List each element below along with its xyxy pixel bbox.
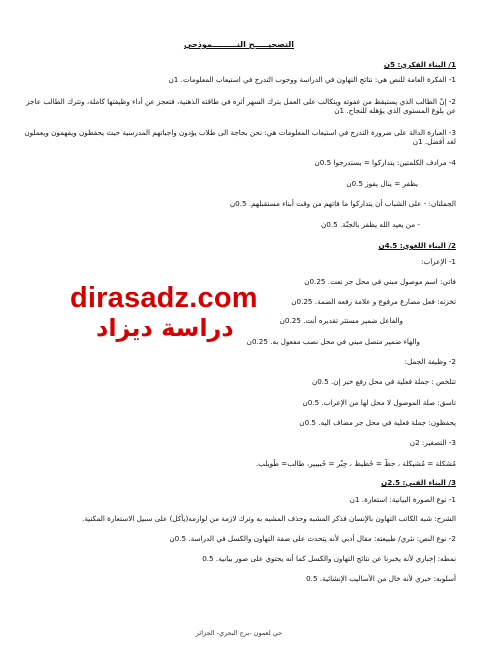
watermark-latin: dirasadz.com <box>70 282 258 314</box>
answer-4: 4- مرادف الكلمتين: يتداركوا = يستدرجوا 0.5ن <box>314 158 456 167</box>
item-parsing: 1- الإعراب: <box>421 257 456 266</box>
item-sentence-function: 2- وظيفة الجمل: <box>404 357 456 366</box>
section-heading-language: 2/ البناء اللغوي: 4.5ن <box>378 241 456 250</box>
item-parsing-c: والفاعل ضمير مستتر تقديره أنت. 0.25ن <box>279 316 403 325</box>
answer-2: 2- إنّ الطالب الذي يستيقظ من غفوته ويتكالب على العمل بترك السهر أثره في طاقته الذهنية، فتعجز عن أداء وظيفتها كاملة، وتترك الطالب عاجز عن بلوغ المستوى الذي يؤهله للنجاح. 1ن <box>26 97 456 115</box>
item-image-explanation: الشرح: شبه الكاتب التهاون بالإنسان فذكر المشبه وحذف المشبه به وترك لازمة من لوازمه(يأكل) على سبيل الاستعارة المكنية. <box>82 514 456 523</box>
answer-1: 1- الفكرة العامة للنص هي: نتائج التهاون في الدراسة ووجوب التدرج في استيعاب المعلومات. 1ن <box>168 75 456 84</box>
watermark-arabic: دراسة ديزاد <box>96 314 234 342</box>
item-function-c: يحفظون: جملة فعلية في محل جر مضاف اليه. 0.5ن <box>299 418 456 427</box>
document-title: التصحيـــــح النـــــــــموذجي <box>183 40 295 49</box>
item-diminutive-a: مُشكلة = مُشيكلة ، حظّ = حُظيظ ، حِبْر = حُبيبير، طالب= طُويلب. <box>255 459 456 468</box>
page-footer: حي لعمون -برج البحري- الجزائر <box>195 629 283 637</box>
answer-5b: - من يعيد الله يظفر بالجنّة. 0.5ن <box>321 220 420 229</box>
item-text-style: أسلوبه: خبري لأنه خال من الأساليب الإنشائية. 0.5 <box>306 574 456 583</box>
answer-5: الجملتان: - على الشباب أن يتداركوا ما فاتهم من وقت أبناء مستقبلهم. 0.5ن <box>229 199 456 208</box>
answer-4b: يظفر = ينال يفوز 0.5ن <box>346 179 418 188</box>
item-text-type: 2- نوع النص: نثري/ طبيعته: مقال أدبي لأنه يتحدث على صفة التهاون والكسل في الدراسة. 0.5ن <box>169 534 456 543</box>
item-parsing-a: فاتي: اسم موصول مبني في محل جر نعت. 0.25ن <box>304 277 456 286</box>
item-parsing-b: تخزنه: فعل مضارع مرفوع و علامة رفعه الضمة. 0.25ن <box>291 297 456 306</box>
item-text-pattern: نمطه: إخباري لأنه يخبرنا عن نتائج التهاون والكسل كما أنه يحتوي على صور بيانية. 0.5 <box>202 554 456 563</box>
answer-3: 3- العبارة الدالة على ضرورة التدرج في استيعاب المعلومات هي: نحن بحاجة الى طلاب يؤدون واجباتهم المدرسية حيث يحفظون ويفهمون ويعملون لغد أفضل. 1ن <box>24 128 456 146</box>
item-parsing-d: والهاء ضمير متصل مبني في محل نصب مفعول به. 0.25ن <box>246 337 420 346</box>
item-diminutive: 3- التصغير: 2ن <box>409 438 456 447</box>
section-heading-artistic: 3/ البناء الفني: 2.5ن <box>381 478 456 487</box>
section-heading-ideas: 1/ البناء الفكري: 5ن <box>383 60 456 69</box>
item-image-type: 1- نوع الصورة البيانية: استعارة. 1ن <box>349 495 456 504</box>
item-function-b: تاسق: صلة الموصول لا محل لها من الإعراب. 0.5ن <box>302 398 456 407</box>
item-function-a: تتلخص : جملة فعلية في محل رفع خبر إن. 0.5ن <box>311 377 456 386</box>
